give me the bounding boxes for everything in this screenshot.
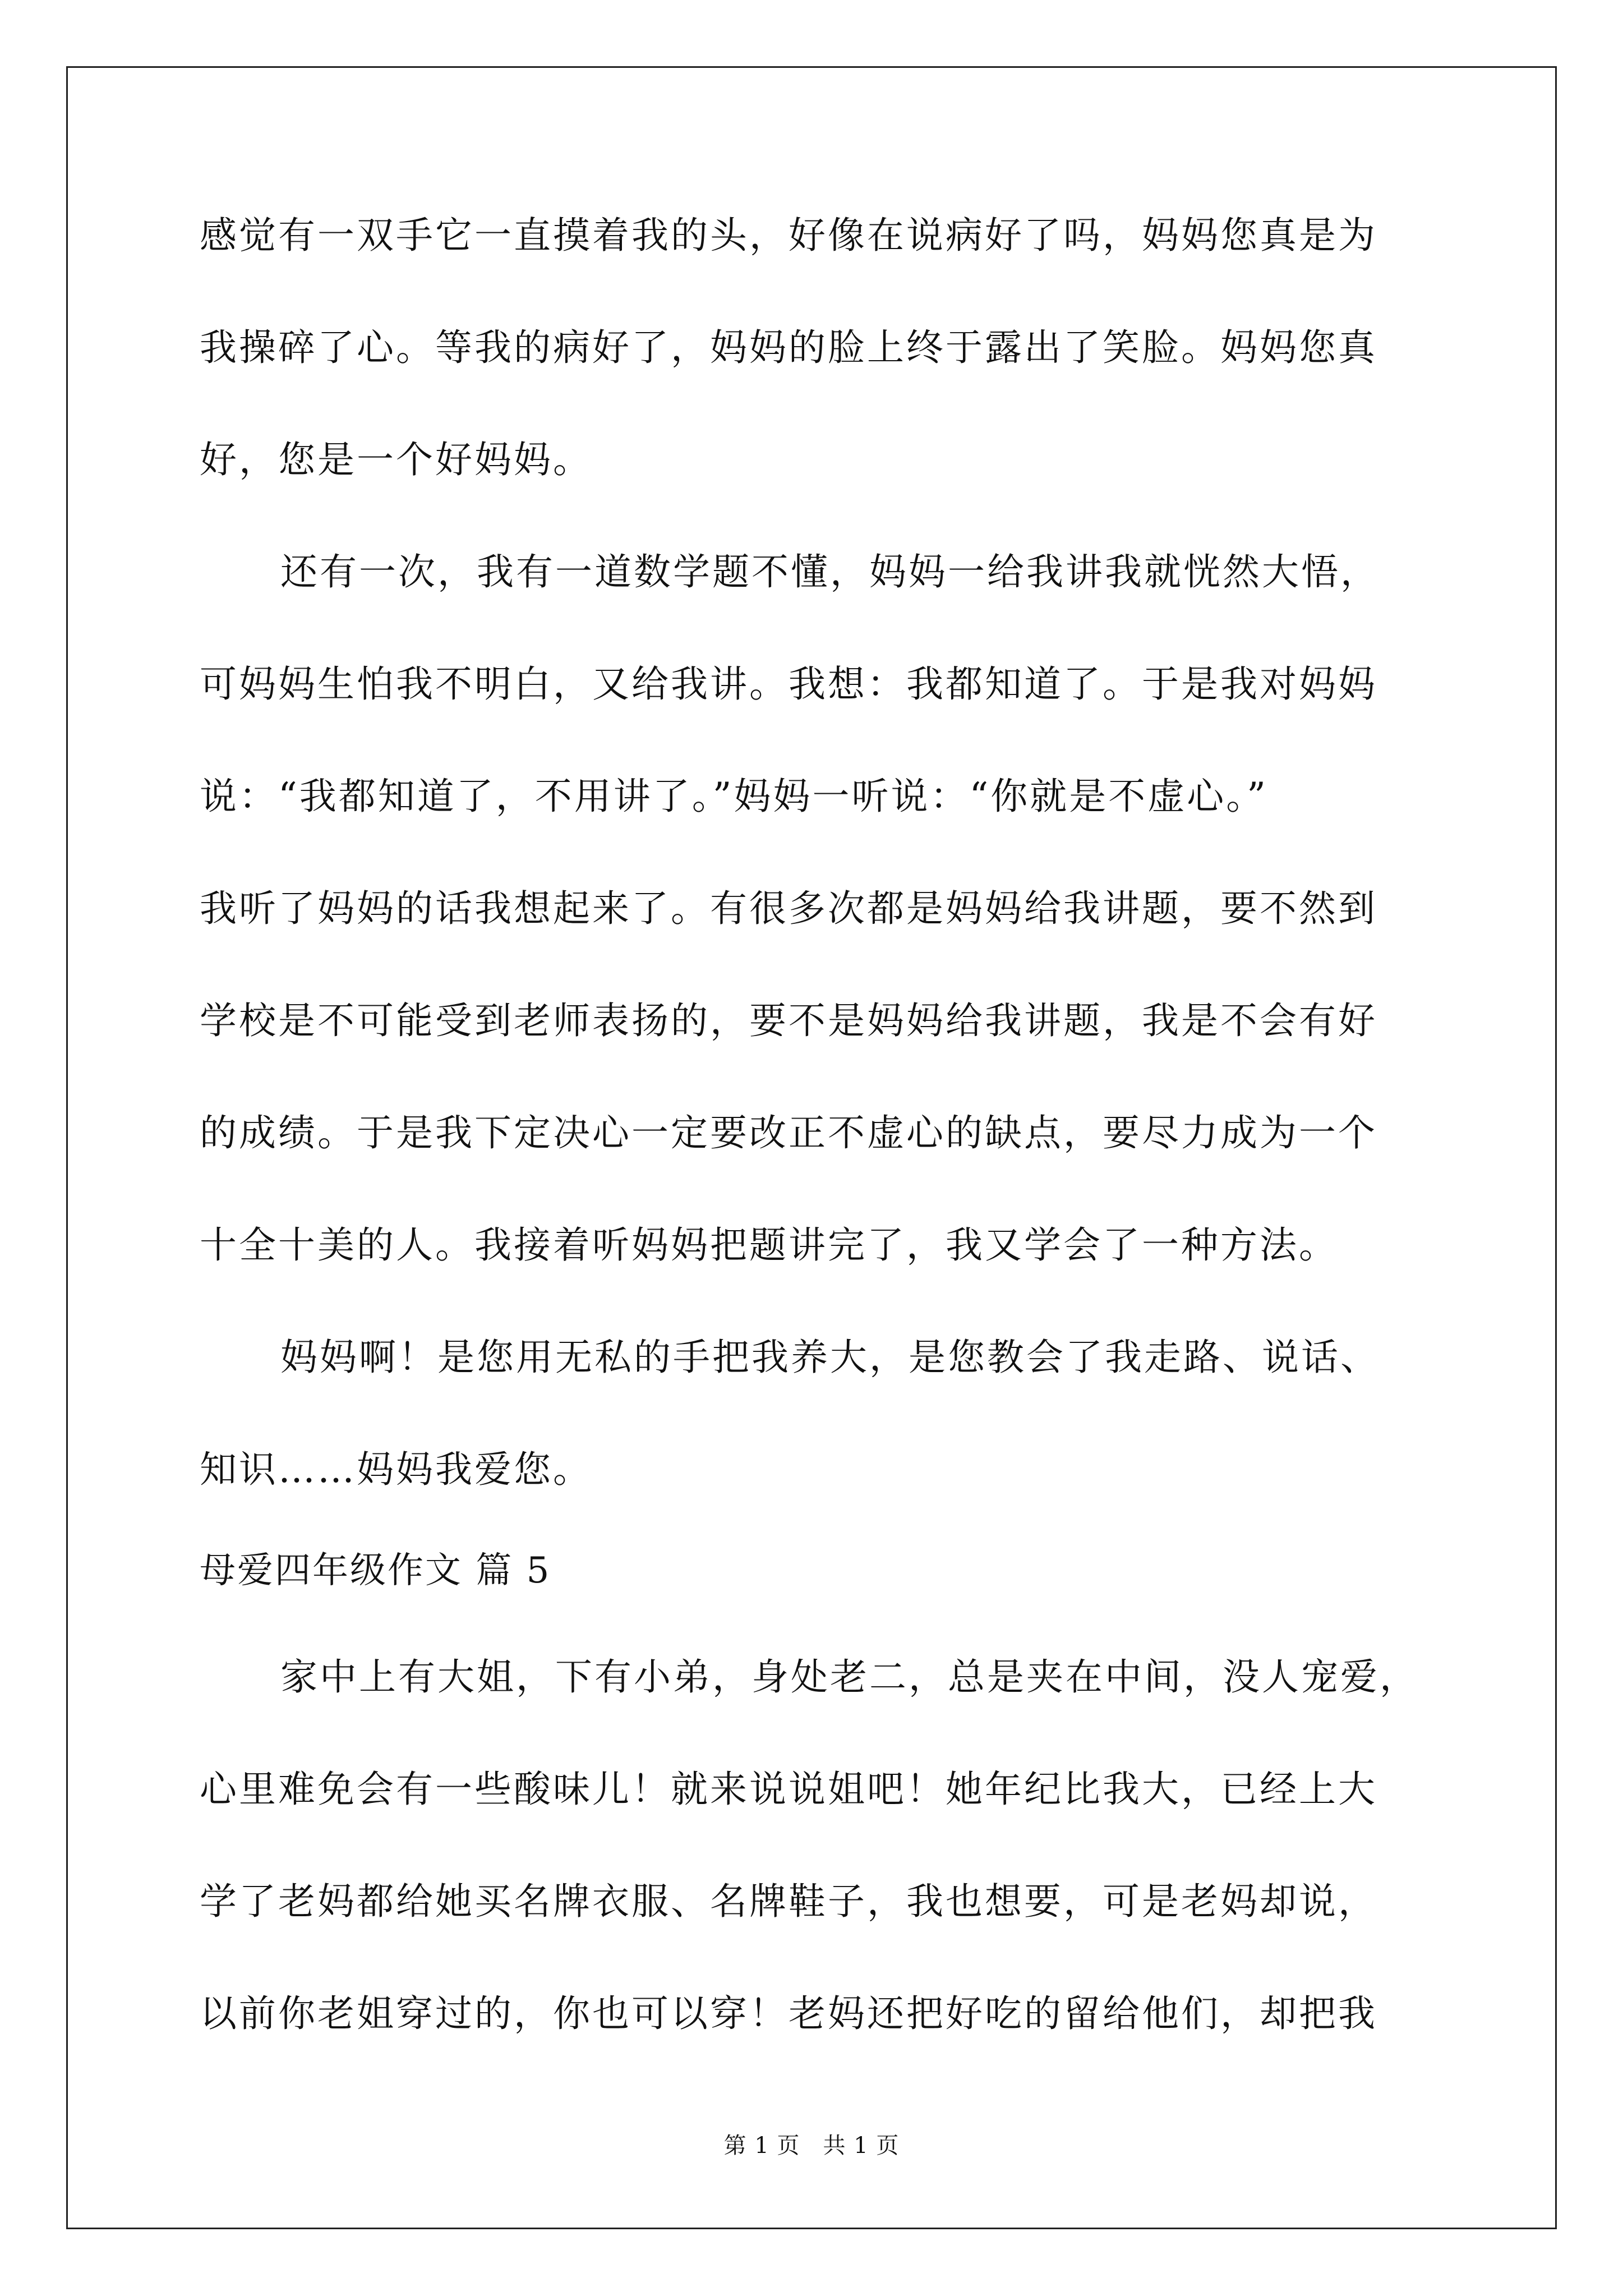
text-line: 以前你老姐穿过的，你也可以穿！老妈还把好吃的留给他们，却把我 (200, 1992, 1377, 2035)
text-line: 我操碎了心。等我的病好了，妈妈的脸上终于露出了笑脸。妈妈您真 (200, 326, 1377, 369)
text-line: 十全十美的人。我接着听妈妈把题讲完了，我又学会了一种方法。 (200, 1223, 1338, 1267)
text-line: 妈妈啊！是您用无私的手把我养大，是您教会了我走路、说话、 (280, 1336, 1380, 1379)
page-number: 第 1 页 共 1 页 (723, 2133, 900, 2159)
text-line: 的成绩。于是我下定决心一定要改正不虚心的缺点，要尽力成为一个 (200, 1111, 1377, 1154)
text-line: 心里难免会有一些酸味儿！就来说说姐吧！她年纪比我大，已经上大 (200, 1768, 1377, 1811)
text-line: 感觉有一双手它一直摸着我的头，好像在说病好了吗，妈妈您真是为 (200, 214, 1377, 257)
text-line: 学了老妈都给她买名牌衣服、名牌鞋子，我也想要，可是老妈却说， (200, 1880, 1377, 1923)
text-line: 学校是不可能受到老师表扬的，要不是妈妈给我讲题，我是不会有好 (200, 999, 1377, 1042)
text-line: 可妈妈生怕我不明白，又给我讲。我想：我都知道了。于是我对妈妈 (200, 662, 1377, 706)
text-line: 家中上有大姐，下有小弟，身处老二，总是夹在中间，没人宠爱， (280, 1655, 1419, 1699)
text-line: 说：“我都知道了，不用讲了。”妈妈一听说：“你就是不虚心。” (200, 775, 1268, 818)
section-heading: 母爱四年级作文 篇 5 (200, 1550, 551, 1591)
text-line: 我听了妈妈的话我想起来了。有很多次都是妈妈给我讲题，要不然到 (200, 887, 1377, 930)
text-line: 知识……妈妈我爱您。 (200, 1448, 592, 1491)
text-line: 好，您是一个好妈妈。 (200, 438, 592, 481)
text-line: 还有一次，我有一道数学题不懂，妈妈一给我讲我就恍然大悟， (280, 550, 1380, 593)
